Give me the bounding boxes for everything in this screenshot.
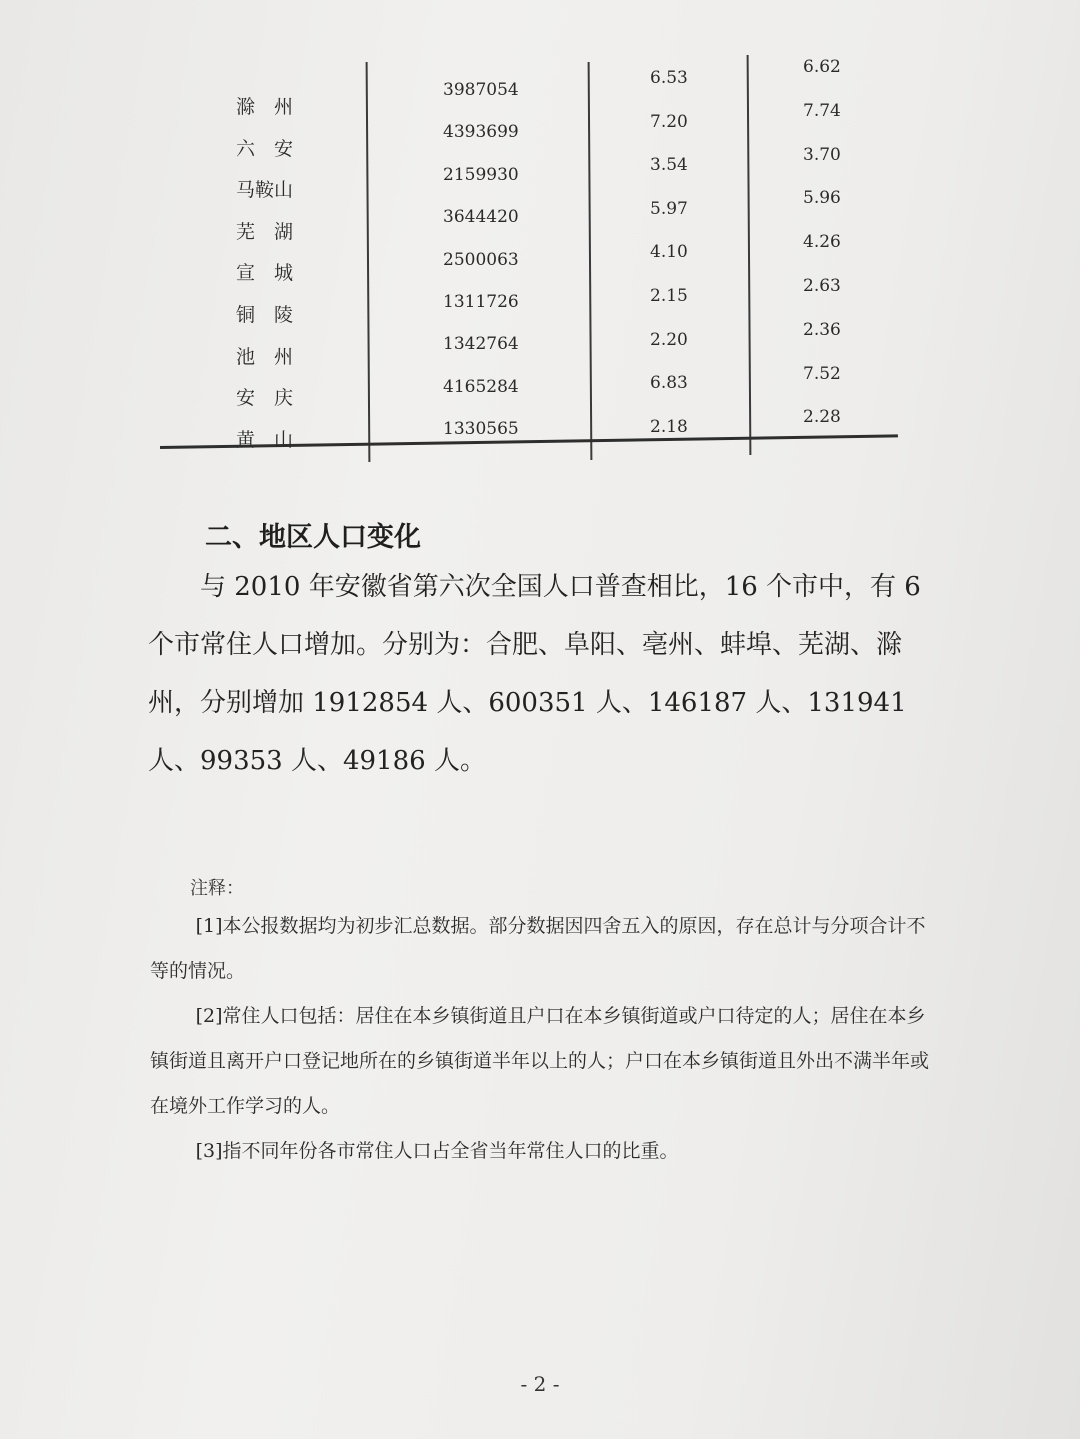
city-name: 池 州 [236,345,294,368]
share-2010-value: 7.52 [803,363,841,384]
share-2020-value: 4.10 [650,242,688,263]
city-name: 黄 山 [236,428,294,451]
share-2020-value: 6.83 [650,373,688,394]
city-name: 滁 州 [236,96,294,118]
share-2020-value: 7.20 [650,111,688,132]
column-divider-1 [366,62,371,462]
note-1: [1]本公报数据均为初步汇总数据。部分数据因四舍五入的原因，存在总计与分项合计不等的情况。 [150,915,926,982]
page-number: - 2 - [520,1372,560,1396]
notes-label: 注释： [190,878,244,899]
population-value: 1342764 [443,334,519,355]
share-2020-value: 2.18 [650,416,688,437]
share-2010-value: 2.63 [803,276,841,296]
city-name: 宣 城 [236,262,294,285]
city-name: 铜 陵 [236,304,294,326]
city-name: 六 安 [236,137,294,160]
share-2010-value: 4.26 [803,232,841,253]
population-value: 2500063 [443,249,519,270]
population-value: 4393699 [443,122,519,143]
note-3: [3]指不同年份各市常住人口占全省当年常住人口的比重。 [195,1140,679,1162]
population-value: 3644420 [443,207,519,228]
note-2: [2]常住人口包括：居住在本乡镇街道且户口在本乡镇街道或户口待定的人；居住在本乡镇街道且离开户口登记地所在的乡镇街道半年以上的人；户口在本乡镇街道且外出不满半年或在境外工作学习的人。 [150,1005,930,1117]
share-2010-value: 2.36 [803,319,841,340]
population-value: 2159930 [443,164,519,185]
population-value: 4165284 [443,376,519,397]
share-2020-value: 3.54 [650,155,688,176]
column-divider-3 [747,55,752,455]
section-paragraph: 与 2010 年安徽省第六次全国人口普查相比，16 个市中，有 6 个市常住人口增加。分别为：合肥、阜阳、亳州、蚌埠、芜湖、滁州，分别增加 1912854 人、600351 人、146187 人、131941 人、99353 人、49186 人。 [148,572,921,776]
population-value: 1330565 [443,419,519,440]
city-name: 马鞍山 [236,179,294,202]
share-2010-value: 7.74 [803,100,841,121]
share-2010-value: 5.96 [803,188,841,209]
city-name: 安 庆 [236,387,294,410]
population-value: 3987054 [443,80,519,100]
population-value: 1311726 [443,292,519,312]
section-title: 二、地区人口变化 [205,522,421,553]
city-name: 芜 湖 [236,220,294,243]
share-2020-value: 2.15 [650,286,688,306]
population-table [0,0,1080,470]
share-2020-value: 6.53 [650,68,688,88]
share-2020-value: 2.20 [650,329,688,350]
share-2010-value: 3.70 [803,144,841,165]
share-2010-value: 2.28 [803,407,841,428]
share-2010-value: 6.62 [803,57,841,77]
column-divider-2 [588,62,593,460]
share-2020-value: 5.97 [650,198,688,219]
